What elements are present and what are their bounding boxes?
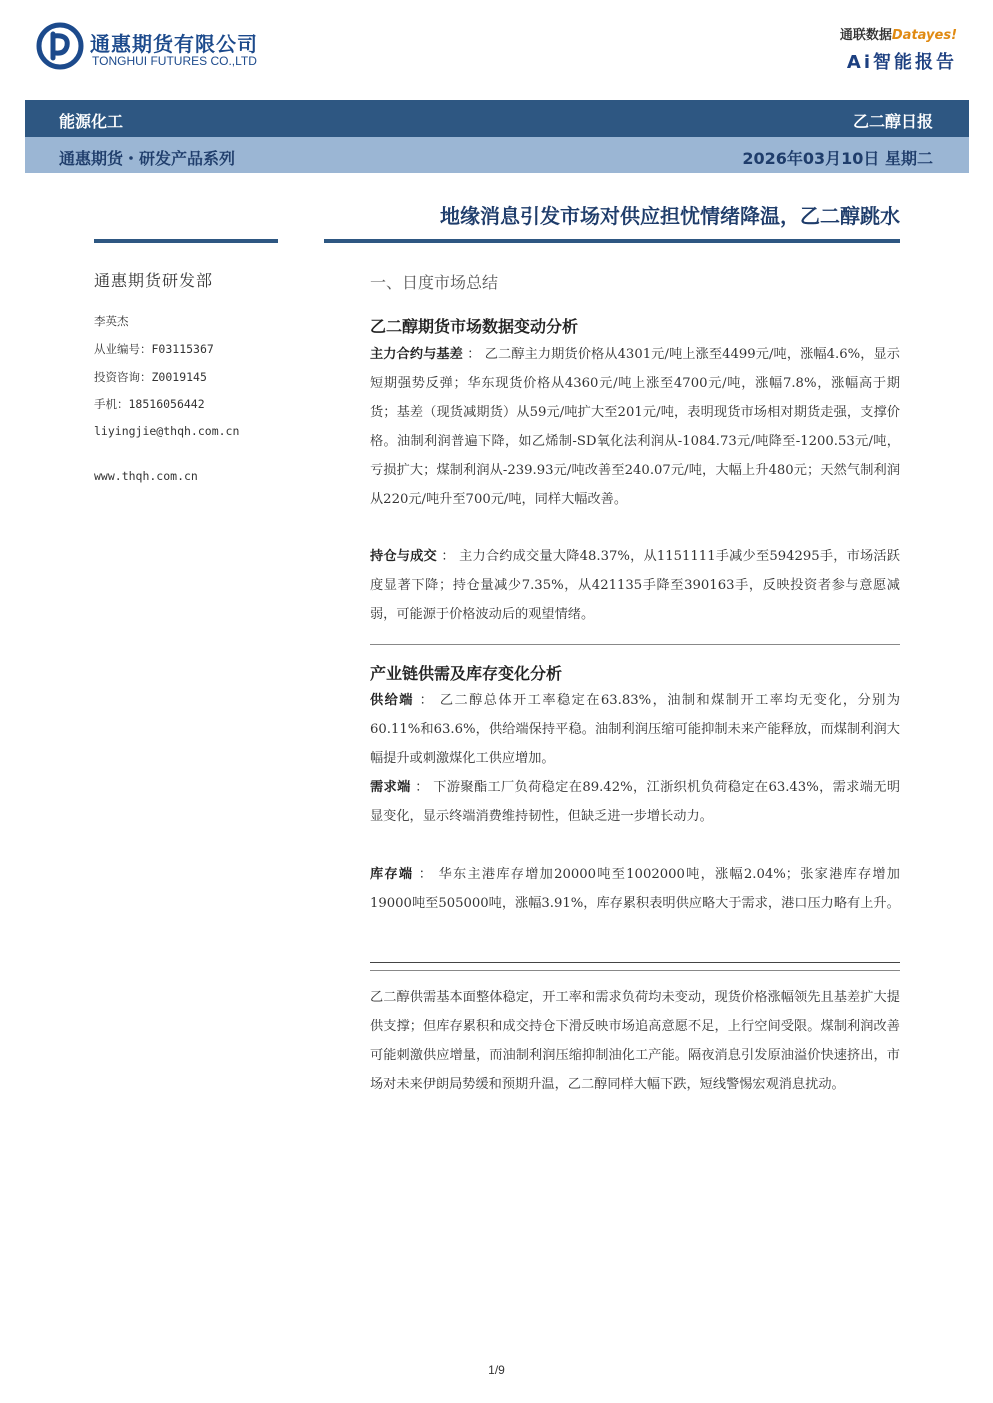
label-demand: 需求端 xyxy=(370,780,411,795)
text-main-contract: ： 乙二醇主力期货价格从4301元/吨上涨至4499元/吨，涨幅4.6%，显示短期强势反弹；华东现货价格从4360元/吨上涨至4700元/吨，涨幅7.8%，涨幅高于期货；基差（现货减期货）从59元/吨扩大至201元/吨，表明现货市场相对期货走强，支撑价格。油制利润普遍下降，如乙烯制-SD氧化法利润从-1084.73元/吨降至-1200.53元/吨，亏损扩大；煤制利润从-239.93元/吨改善至240.07元/吨，大幅上升480元；天然气制利润从220元/吨升至700元/吨，同样大幅改善。 xyxy=(370,347,900,507)
datayes-brand xyxy=(840,24,957,43)
ai-report-label: Ai智能报告 xyxy=(846,52,957,73)
department-name: 通惠期货研发部 xyxy=(94,271,214,290)
company-logo xyxy=(36,22,276,76)
summary-paragraph: 乙二醇供需基本面整体稳定，开工率和需求负荷均未变动，现货价格涨幅领先且基差扩大提供支撑；但库存累积和成交持仓下滑反映市场追高意愿不足，上行空间受限。煤制利润改善可能刺激供应增量，而油制利润压缩抑制油化工产能。隔夜消息引发原油溢价快速挤出，市场对未来伊朗局势缓和预期升温，乙二醇同样大幅下跌，短线警惕宏观消息扰动。 xyxy=(370,990,900,1092)
consult-number: 投资咨询：Z0019145 xyxy=(94,370,207,384)
report-date: 2026年03月10日 星期二 xyxy=(742,149,933,168)
text-demand: ： 下游聚酯工厂负荷稳定在89.42%，江浙织机负荷稳定在63.43%，需求端无明显变化，显示终端消费维持韧性，但缺乏进一步增长动力。 xyxy=(370,780,901,824)
label-supply: 供给端 xyxy=(370,693,414,708)
section-heading: 一、日度市场总结 xyxy=(370,273,499,292)
phone-number: 手机：18516056442 xyxy=(94,397,205,411)
paragraph-position-volume xyxy=(370,542,900,629)
title-divider xyxy=(324,239,900,243)
brand-en: Datayes! xyxy=(891,28,957,43)
label-main-contract: 主力合约与基差 xyxy=(370,347,463,362)
text-position-volume: ： 主力合约成交量大降48.37%，从1151111手减少至594295手，市场活跃度显著下降；持仓量减少7.35%，从421135手降至390163手，反映投资者参与意愿减弱，可能源于价格波动后的观望情绪。 xyxy=(370,549,900,622)
brand-cn: 通联数据 xyxy=(839,28,892,43)
email-link[interactable]: liyingjie@thqh.com.cn xyxy=(94,424,240,438)
summary-divider-top xyxy=(370,962,900,963)
report-type-label: 乙二醇日报 xyxy=(852,112,933,131)
series-label: 通惠期货・研发产品系列 xyxy=(59,149,236,168)
section-divider xyxy=(370,644,900,645)
page-number: 1/9 xyxy=(488,1363,505,1377)
paragraph-supply xyxy=(370,686,900,773)
text-inventory: ： 华东主港库存增加20000吨至1002000吨，涨幅2.04%；张家港库存增加19000吨至505000吨，涨幅3.91%，库存累积表明供应略大于需求，港口压力略有上升。 xyxy=(370,867,900,911)
paragraph-main-contract xyxy=(370,340,900,514)
sidebar-divider xyxy=(94,239,278,243)
website-link[interactable]: www.thqh.com.cn xyxy=(94,469,198,483)
series-band xyxy=(25,137,969,173)
company-name-cn: 通惠期货有限公司 xyxy=(90,32,258,56)
category-band xyxy=(25,100,969,137)
text-supply: ： 乙二醇总体开工率稳定在63.83%，油制和煤制开工率均无变化，分别为60.11%和63.6%，供给端保持平稳。油制利润压缩可能抑制未来产能释放，而煤制利润大幅提升或刺激煤化工供应增加。 xyxy=(370,693,900,766)
label-position-volume: 持仓与成交 xyxy=(370,549,437,564)
subsection-futures-analysis: 乙二醇期货市场数据变动分析 xyxy=(370,317,579,336)
label-inventory: 库存端 xyxy=(370,867,414,882)
paragraph-inventory xyxy=(370,860,900,918)
subsection-supply-demand: 产业链供需及库存变化分析 xyxy=(370,664,563,683)
author-name: 李英杰 xyxy=(94,314,129,328)
paragraph-demand xyxy=(370,773,900,831)
summary-divider-bottom xyxy=(370,970,900,971)
tonghui-logo-icon xyxy=(36,22,84,70)
company-name-en: TONGHUI FUTURES CO.,LTD xyxy=(92,54,257,68)
report-title: 地缘消息引发市场对供应担忧情绪降温，乙二醇跳水 xyxy=(440,204,900,228)
sector-label: 能源化工 xyxy=(59,112,124,131)
license-number: 从业编号：F03115367 xyxy=(94,342,214,356)
